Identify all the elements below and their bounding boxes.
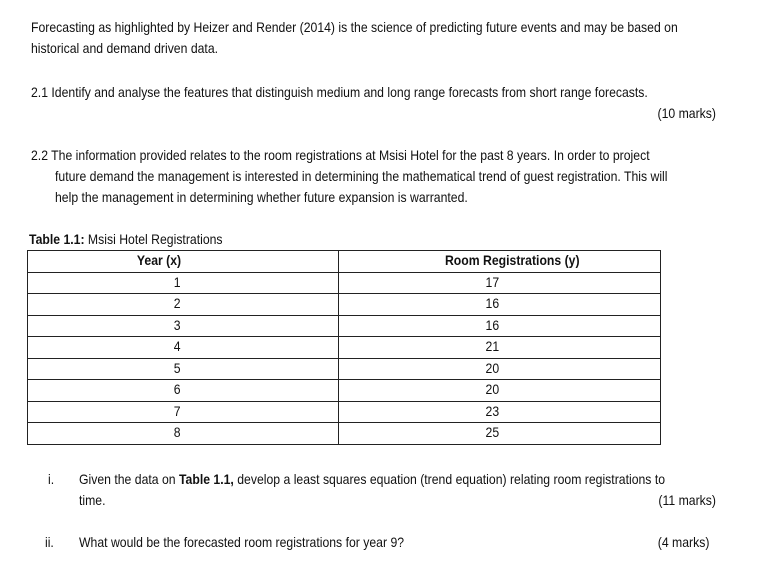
table-row [28,337,661,359]
question-2-2-line-2: future demand the management is interested in determining the mathematical trend of guest registration. This will [55,169,668,184]
subquestion-i-marks [652,491,716,511]
intro-line-2: historical and demand driven data. [31,41,219,56]
subquestion-ii-marks [652,533,709,553]
question-2-1-marks-label: (10 marks) [657,106,716,121]
room-registrations-cell: 20 [339,380,661,402]
year-cell: 8 [28,423,339,445]
registrations-table [27,250,661,445]
room-registrations-cell: 23 [339,401,661,423]
table-row [28,423,661,445]
room-registrations-cell: 16 [339,294,661,316]
year-cell: 5 [28,358,339,380]
subquestion-i-number: i. [48,472,55,487]
table-row [28,315,661,337]
table-row [28,294,661,316]
question-2-1-marks [651,104,716,124]
room-registrations-cell: 17 [339,272,661,294]
room-registrations-cell: 21 [339,337,661,359]
year-cell: 6 [28,380,339,402]
room-registrations-cell: 16 [339,315,661,337]
subquestion-i-table-ref: Table 1.1, [178,472,234,487]
subquestion-ii-marks-label: (4 marks) [657,535,709,550]
question-2-2-line-3: help the management in determining whether future expansion is warranted. [55,190,468,205]
table-row [28,401,661,423]
table-header-row [28,251,661,273]
table-row [28,272,661,294]
subquestion-i-marks-label: (11 marks) [658,493,716,508]
table-row [28,380,661,402]
header-year: Year (x) [28,251,339,273]
question-2-1-text: 2.1 Identify and analyse the features that distinguish medium and long range forecasts from short range forecasts. [31,85,648,100]
subquestion-i-line-1 [79,470,665,490]
subquestion-i-prefix: Given the data on [79,472,179,487]
year-cell: 7 [28,401,339,423]
table-caption-label: Table 1.1: [29,232,85,247]
subquestion-ii-text: What would be the forecasted room registrations for year 9? [79,535,405,550]
year-cell: 3 [28,315,339,337]
subquestion-i-line-2: time. [79,493,106,508]
subquestion-i-suffix: develop a least squares equation (trend equation) relating room registrations to [233,472,666,487]
year-cell: 4 [28,337,339,359]
table-caption [29,230,223,250]
question-2-2-line-1: 2.2 The information provided relates to the room registrations at Msisi Hotel for the past 8 years. In order to project [31,148,650,163]
room-registrations-cell: 25 [339,423,661,445]
year-cell: 1 [28,272,339,294]
intro-line-1: Forecasting as highlighted by Heizer and Render (2014) is the science of predicting future events and may be based on [31,20,678,35]
table-caption-title: Msisi Hotel Registrations [84,232,223,247]
year-cell: 2 [28,294,339,316]
header-room-registrations: Room Registrations (y) [339,251,661,273]
room-registrations-cell: 20 [339,358,661,380]
subquestion-ii-number: ii. [45,535,54,550]
table-row [28,358,661,380]
